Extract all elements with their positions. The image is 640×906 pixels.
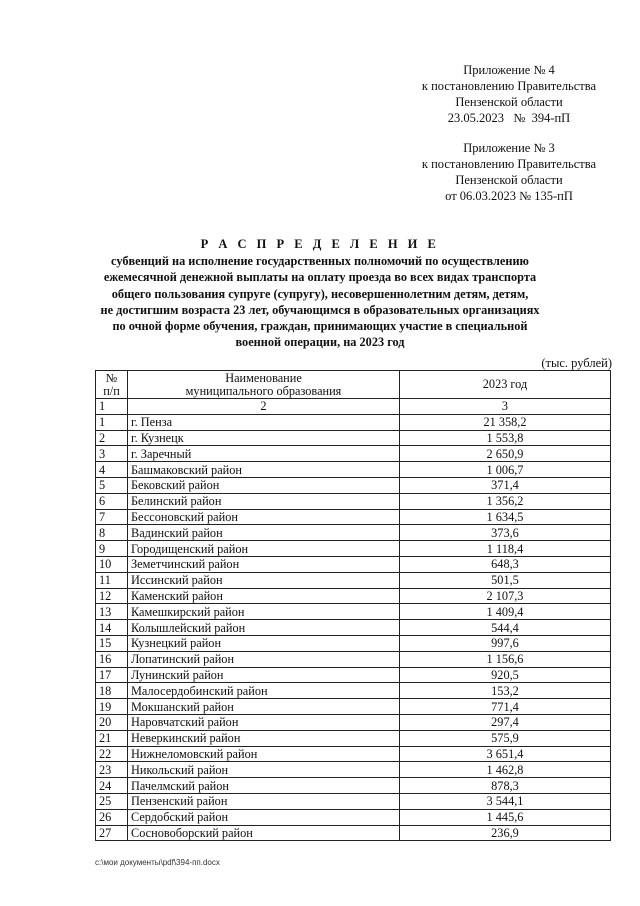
table-row (96, 762, 611, 778)
table-row (96, 509, 611, 525)
row-value: 236,9 (400, 825, 611, 841)
row-value: 153,2 (400, 683, 611, 699)
row-value: 1 156,6 (400, 651, 611, 667)
header-name-line2: муниципального образования (185, 383, 342, 398)
municipality-name: Каменский район (128, 588, 400, 604)
row-number: 13 (96, 604, 128, 620)
row-value: 371,4 (400, 477, 611, 493)
appendix-4-line4: 23.05.2023 № 394-пП (447, 111, 571, 125)
table-row (96, 683, 611, 699)
row-number: 19 (96, 699, 128, 715)
table-row (96, 462, 611, 478)
row-number: 23 (96, 762, 128, 778)
row-value: 501,5 (400, 572, 611, 588)
row-value: 1 634,5 (400, 509, 611, 525)
table-row (96, 446, 611, 462)
row-value: 1 409,4 (400, 604, 611, 620)
municipality-name: Колышлейский район (128, 620, 400, 636)
table-row (96, 572, 611, 588)
table-row (96, 477, 611, 493)
municipality-name: Пензенский район (128, 793, 400, 809)
municipality-name: Сосновоборский район (128, 825, 400, 841)
municipality-name: г. Пенза (128, 414, 400, 430)
row-number: 9 (96, 541, 128, 557)
appendix-4-line3: Пензенской области (455, 95, 563, 109)
table-row (96, 809, 611, 825)
row-number: 10 (96, 556, 128, 572)
units-label: (тыс. рублей) (541, 356, 612, 370)
appendix-3-line1: Приложение № 3 (463, 141, 555, 155)
row-number: 26 (96, 809, 128, 825)
table-row (96, 588, 611, 604)
table-row (96, 541, 611, 557)
row-number: 8 (96, 525, 128, 541)
column-number-row (96, 399, 611, 415)
row-value: 1 462,8 (400, 762, 611, 778)
municipality-name: Наровчатский район (128, 714, 400, 730)
subtitle-line: по очной форме обучения, граждан, принимающих участие в специальной (112, 319, 528, 334)
table-row (96, 793, 611, 809)
header-number-line2: п/п (103, 383, 120, 398)
table-row (96, 430, 611, 446)
distribution-table (95, 370, 611, 841)
row-number: 14 (96, 620, 128, 636)
row-number: 7 (96, 509, 128, 525)
document-subtitle (95, 253, 545, 351)
municipality-name: г. Кузнецк (128, 430, 400, 446)
appendix-3-line4: от 06.03.2023 № 135-пП (445, 189, 573, 203)
document-title: Р А С П Р Е Д Е Л Е Н И Е (200, 237, 440, 251)
table-row (96, 414, 611, 430)
municipality-name: Мокшанский район (128, 699, 400, 715)
municipality-name: Неверкинский район (128, 730, 400, 746)
header-year: 2023 год (400, 371, 611, 399)
row-value: 2 107,3 (400, 588, 611, 604)
row-number: 20 (96, 714, 128, 730)
row-value: 544,4 (400, 620, 611, 636)
municipality-name: Земетчинский район (128, 556, 400, 572)
row-number: 16 (96, 651, 128, 667)
municipality-name: Башмаковский район (128, 462, 400, 478)
row-value: 1 356,2 (400, 493, 611, 509)
municipality-name: Сердобский район (128, 809, 400, 825)
municipality-name: Лопатинский район (128, 651, 400, 667)
row-value: 2 650,9 (400, 446, 611, 462)
municipality-name: Бессоновский район (128, 509, 400, 525)
header-number-line1: № (105, 370, 118, 385)
municipality-name: Нижнеломовский район (128, 746, 400, 762)
appendix-3-line2: к постановлению Правительства (421, 157, 597, 171)
municipality-name: Никольский район (128, 762, 400, 778)
subtitle-line: не достигшим возраста 23 лет, обучающимся в образовательных организациях (100, 302, 540, 317)
row-number: 4 (96, 462, 128, 478)
row-number: 5 (96, 477, 128, 493)
municipality-name: Кузнецкий район (128, 635, 400, 651)
table-row (96, 525, 611, 541)
row-value: 1 553,8 (400, 430, 611, 446)
municipality-name: Пачелмский район (128, 778, 400, 794)
appendix-4-line1: Приложение № 4 (463, 63, 555, 77)
row-value: 575,9 (400, 730, 611, 746)
row-number: 25 (96, 793, 128, 809)
row-value: 21 358,2 (400, 414, 611, 430)
table-row (96, 493, 611, 509)
municipality-name: Вадинский район (128, 525, 400, 541)
column-number: 1 (96, 399, 128, 415)
municipality-name: Бековский район (128, 477, 400, 493)
row-number: 17 (96, 667, 128, 683)
row-value: 920,5 (400, 667, 611, 683)
municipality-name: Городищенский район (128, 541, 400, 557)
row-number: 21 (96, 730, 128, 746)
municipality-name: Иссинский район (128, 572, 400, 588)
table-row (96, 730, 611, 746)
table-row (96, 620, 611, 636)
row-value: 3 651,4 (400, 746, 611, 762)
row-value: 297,4 (400, 714, 611, 730)
municipality-name: Малосердобинский район (128, 683, 400, 699)
row-value: 648,3 (400, 556, 611, 572)
table-row (96, 714, 611, 730)
column-number: 3 (400, 399, 611, 415)
municipality-name: Лунинский район (128, 667, 400, 683)
appendix-4-line2: к постановлению Правительства (421, 79, 597, 93)
appendix-3-block (400, 140, 618, 204)
table-row (96, 651, 611, 667)
subtitle-line: военной операции, на 2023 год (235, 335, 405, 350)
subtitle-line: ежемесячной денежной выплаты на оплату проезда во всех видах транспорта (103, 270, 537, 285)
table-row (96, 746, 611, 762)
column-number: 2 (128, 399, 400, 415)
table-row (96, 778, 611, 794)
row-number: 12 (96, 588, 128, 604)
subtitle-line: общего пользования супруге (супругу), несовершеннолетним детям, детям, (111, 286, 529, 301)
row-value: 3 544,1 (400, 793, 611, 809)
row-value: 1 006,7 (400, 462, 611, 478)
row-value: 1 445,6 (400, 809, 611, 825)
table-row (96, 825, 611, 841)
table-row (96, 635, 611, 651)
row-value: 373,6 (400, 525, 611, 541)
table-row (96, 556, 611, 572)
row-number: 11 (96, 572, 128, 588)
footer-file-path: c:\мои документы\pdf\394-пп.docx (95, 858, 220, 867)
row-number: 2 (96, 430, 128, 446)
table-row (96, 604, 611, 620)
row-number: 15 (96, 635, 128, 651)
header-name-line1: Наименование (225, 370, 302, 385)
row-number: 18 (96, 683, 128, 699)
row-number: 27 (96, 825, 128, 841)
municipality-name: Белинский район (128, 493, 400, 509)
appendix-4-block (400, 62, 618, 126)
table-row (96, 699, 611, 715)
header-number (96, 371, 128, 399)
row-number: 24 (96, 778, 128, 794)
row-value: 997,6 (400, 635, 611, 651)
row-number: 1 (96, 414, 128, 430)
row-number: 3 (96, 446, 128, 462)
row-value: 1 118,4 (400, 541, 611, 557)
subtitle-line: субвенций на исполнение государственных полномочий по осуществлению (111, 254, 529, 268)
row-value: 771,4 (400, 699, 611, 715)
header-name (128, 371, 400, 399)
municipality-name: г. Заречный (128, 446, 400, 462)
row-number: 6 (96, 493, 128, 509)
row-value: 878,3 (400, 778, 611, 794)
row-number: 22 (96, 746, 128, 762)
table-header-row (96, 371, 611, 399)
municipality-name: Камешкирский район (128, 604, 400, 620)
table-row (96, 667, 611, 683)
appendix-3-line3: Пензенской области (455, 173, 563, 187)
